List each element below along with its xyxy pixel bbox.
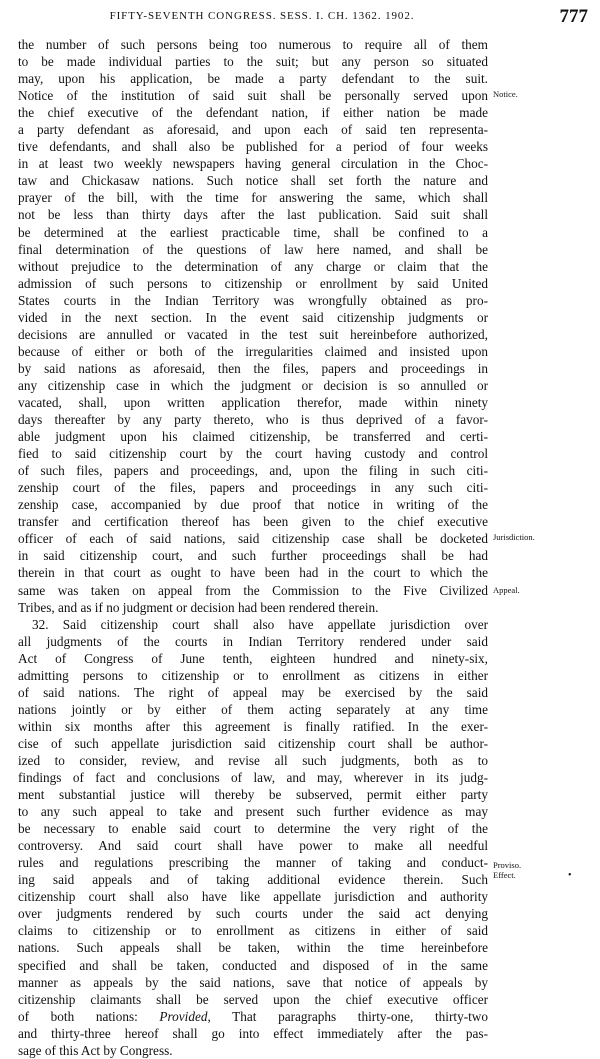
text-line: Act of Congress of June tenth, eighteen hundred and ninety-six, bbox=[18, 650, 488, 666]
text-line: specified and shall be taken, conducted and disposed of in the same bbox=[18, 957, 488, 973]
text-line: be necessary to enable said court to determine the very right of the bbox=[18, 821, 488, 837]
text-line: vacated, shall, upon written application therefor, made within ninety bbox=[18, 394, 488, 410]
text-line: decisions are annulled or vacated in the test suit hereinbefore authorized, bbox=[18, 326, 488, 342]
text-line: rules and regulations prescribing the manner of taking and conduct- bbox=[18, 855, 488, 871]
text-line: Notice of the institution of said suit shall be personally served upon bbox=[18, 88, 488, 104]
text-line: by said nations as aforesaid, then the files, papers and proceedings in bbox=[18, 360, 488, 376]
text-line: 32. Said citizenship court shall also have appellate jurisdiction over bbox=[32, 616, 488, 632]
text-line: the number of such persons being too numerous to require all of them bbox=[18, 37, 488, 52]
text-line: same was taken on appeal from the Commission to the Five Civilized bbox=[18, 582, 488, 598]
text-line: controversy. And said court shall have power to make all needful bbox=[18, 838, 488, 854]
text-line: to be made individual parties to the suit; but any person so situated bbox=[18, 54, 488, 70]
margin-note-jurisdiction: Jurisdiction. bbox=[493, 532, 535, 542]
text-line: Tribes, and as if no judgment or decision had been rendered therein. bbox=[18, 599, 379, 615]
text-line: and thirty-three hereof shall go into effect immediately after the pas- bbox=[18, 1025, 488, 1041]
text-line: within six months after this agreement is finally ratified. In the exer- bbox=[18, 718, 488, 734]
text-line: ized to consider, review, and revise all such judgments, both as to bbox=[18, 752, 488, 768]
text-line: in said citizenship court, and such further proceedings shall be had bbox=[18, 548, 488, 564]
margin-note-appeal: Appeal. bbox=[493, 585, 520, 595]
text-line: of such files, papers and proceedings, and, upon the filing in such citi- bbox=[18, 463, 488, 479]
text-line: final determination of the questions of law here named, and shall be bbox=[18, 241, 488, 257]
text-line: fied to said citizenship court by the court having custody and control bbox=[18, 446, 488, 462]
text-line: taw and Chickasaw nations. Such notice shall set forth the nature and bbox=[18, 173, 488, 189]
text-segment: of both nations: bbox=[18, 1008, 160, 1024]
text-line: be determined at the earliest practicable time, shall be confined to a bbox=[18, 224, 488, 240]
text-line: a party defendant as aforesaid, and upon each of said ten representa- bbox=[18, 122, 488, 138]
text-line: may, upon his application, be made a party defendant to the suit. bbox=[18, 71, 488, 87]
text-line: days thereafter by any party thereto, who is thus deprived of a favor- bbox=[18, 412, 488, 428]
text-line: all judgments of the courts in Indian Territory rendered under said bbox=[18, 633, 488, 649]
text-line: zenship case, accompanied by due proof that notice in writing of the bbox=[18, 497, 488, 513]
text-line: therein in that court as ought to have been had in the court to which the bbox=[18, 565, 488, 581]
text-line: citizenship court shall also have like appellate jurisdiction and authority bbox=[18, 889, 488, 905]
text-line: over judgments rendered by such courts under the said act denying bbox=[18, 906, 488, 922]
text-line: findings of fact and conclusions of law, and may, wherever in its judg- bbox=[18, 770, 488, 786]
text-line: claims to citizenship or to enrollment as citizens in either of said bbox=[18, 923, 488, 939]
italic-term: Provided bbox=[159, 1008, 208, 1024]
text-line: without prejudice to the determination of any charge or claim that the bbox=[18, 258, 488, 274]
text-line: any citizenship case in which the judgment or decision is so annulled or bbox=[18, 377, 488, 393]
text-line: admitting persons to citizenship or to enrollment as citizens in either bbox=[18, 667, 488, 683]
text-segment: , That paragraphs thirty-one, thirty-two bbox=[207, 1008, 488, 1024]
text-line: vided in the next section. In the event said citizenship judgments or bbox=[18, 309, 488, 325]
text-line: of said nations. The right of appeal may be exercised by the said bbox=[18, 684, 488, 700]
text-line: not be less than thirty days after the last publication. Said suit shall bbox=[18, 207, 488, 223]
text-line: prayer of the bill, with the time for answering the same, which shall bbox=[18, 190, 488, 206]
text-line: admission of such persons to citizenship or enrollment by said United bbox=[18, 275, 488, 291]
text-line: transfer and certification thereof has been given to the chief executive bbox=[18, 514, 488, 530]
body-text bbox=[18, 36, 488, 1059]
text-line: cise of such appellate jurisdiction said citizenship court shall be author- bbox=[18, 735, 488, 751]
text-line: States courts in the Indian Territory was wrongfully obtained as pro- bbox=[18, 292, 488, 308]
margin-note-notice: Notice. bbox=[493, 89, 518, 99]
text-line: manner as appeals by the said nations, save that notice of appeals by bbox=[18, 974, 488, 990]
text-line: tive defendants, and shall also be published for a period of four weeks bbox=[18, 139, 488, 155]
text-line: zenship court of the files, papers and proceedings in any such citi- bbox=[18, 480, 488, 496]
margin-note-proviso: Proviso. bbox=[493, 860, 522, 870]
text-line: citizenship claimants shall be served upon the chief executive officer bbox=[18, 991, 488, 1007]
text-line: the chief executive of the defendant nation, if either nation be made bbox=[18, 105, 488, 121]
text-line: ing said appeals and of taking additional evidence therein. Such bbox=[18, 872, 488, 888]
text-line bbox=[18, 1008, 488, 1025]
text-line: ment substantial justice will thereby be subserved, permit either party bbox=[18, 787, 488, 803]
margin-mark: • bbox=[568, 870, 572, 881]
text-line: nations. Such appeals shall be taken, within the time hereinbefore bbox=[18, 940, 488, 956]
margin-note-effect: Effect. bbox=[493, 870, 516, 880]
text-line: in at least two weekly newspapers having general circulation in the Choc- bbox=[18, 156, 488, 172]
text-line: nations jointly or by either of them acting separately at any time bbox=[18, 701, 488, 717]
page-header bbox=[18, 6, 588, 28]
page-number: 777 bbox=[559, 6, 588, 27]
text-line: because of either or both of the irregularities claimed and insisted upon bbox=[18, 343, 488, 359]
running-head: FIFTY-SEVENTH CONGRESS. SESS. I. CH. 1362. 1902. bbox=[109, 10, 415, 22]
text-line: to any such appeal to take and present such further evidence as may bbox=[18, 804, 488, 820]
text-line: officer of each of said nations, said citizenship case shall be docketed bbox=[18, 531, 488, 547]
text-line: able judgment upon his claimed citizenship, be transferred and certi- bbox=[18, 429, 488, 445]
text-line: sage of this Act by Congress. bbox=[18, 1042, 173, 1058]
